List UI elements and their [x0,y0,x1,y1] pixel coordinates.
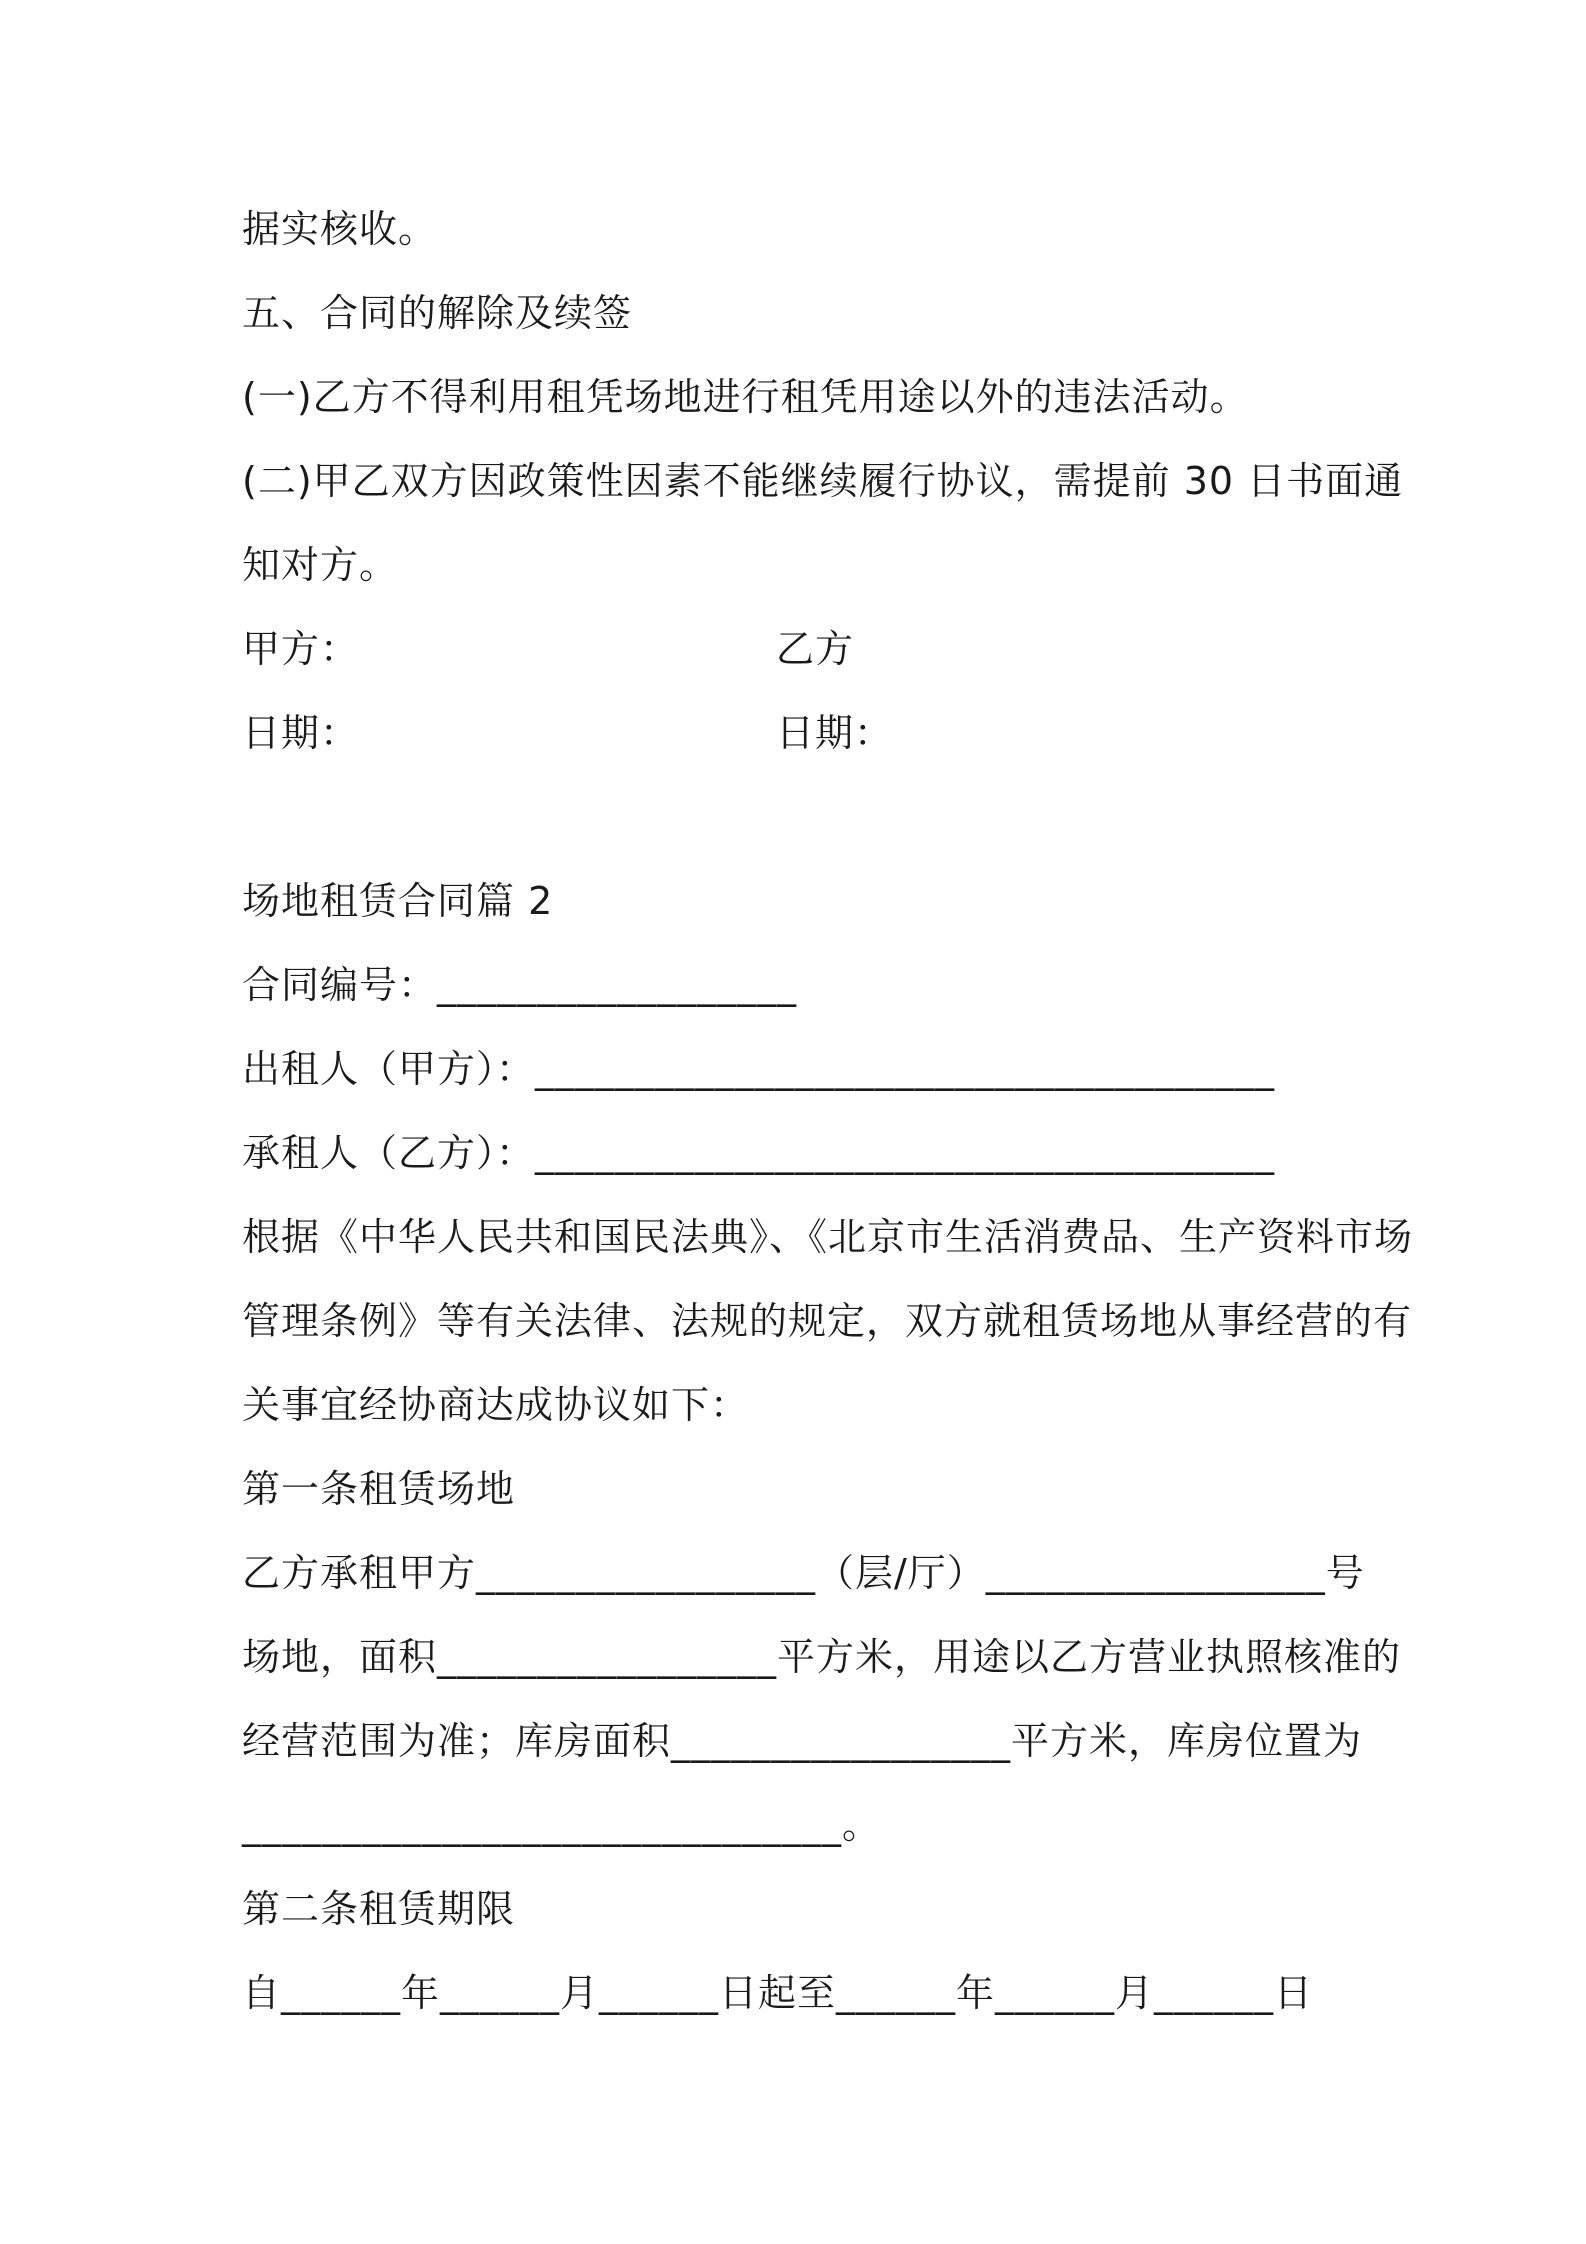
date-a-label: 日期： [242,711,360,755]
lessee-field: 承租人（乙方）：_____________________________________ [242,1131,1276,1175]
article-heading: 第一条租赁场地 [242,1467,516,1511]
paragraph-line: 据实核收。 [242,207,438,251]
paragraph-line: ______________________________。 [242,1803,882,1847]
section-heading: 五、合同的解除及续签 [242,291,633,335]
party-a-label: 甲方： [242,627,360,671]
contract-number-field: 合同编号：__________________ [242,963,798,1007]
paragraph-line: 根据《中华人民共和国民法典》、《北京市生活消费品、生产资料市场 [242,1215,1414,1259]
contract-title: 场地租赁合同篇 2 [242,879,554,923]
lessor-field: 出租人（甲方）：_____________________________________ [242,1047,1276,1091]
paragraph-line: 知对方。 [242,543,399,587]
clause-item: (二)甲乙双方因政策性因素不能继续履行协议，需提前 30 日书面通 [242,459,1404,503]
paragraph-line: 管理条例》等有关法律、法规的规定，双方就租赁场地从事经营的有 [242,1299,1413,1343]
paragraph-line: 乙方承租甲方_________________（层/厅）_________________号 [242,1551,1365,1595]
date-b-label: 日期： [776,711,894,755]
article-heading: 第二条租赁期限 [242,1887,516,1931]
party-b-label: 乙方 [776,627,855,671]
paragraph-line: 经营范围为准；库房面积_________________平方米，库房位置为 [242,1719,1363,1763]
paragraph-line: 关事宜经协商达成协议如下： [242,1383,750,1427]
paragraph-line: 自______年______月______日起至______年______月______日 [242,1971,1314,2015]
paragraph-line: 场地，面积_________________平方米，用途以乙方营业执照核准的 [242,1635,1402,1679]
clause-item: (一)乙方不得利用租凭场地进行租凭用途以外的违法活动。 [242,375,1249,419]
